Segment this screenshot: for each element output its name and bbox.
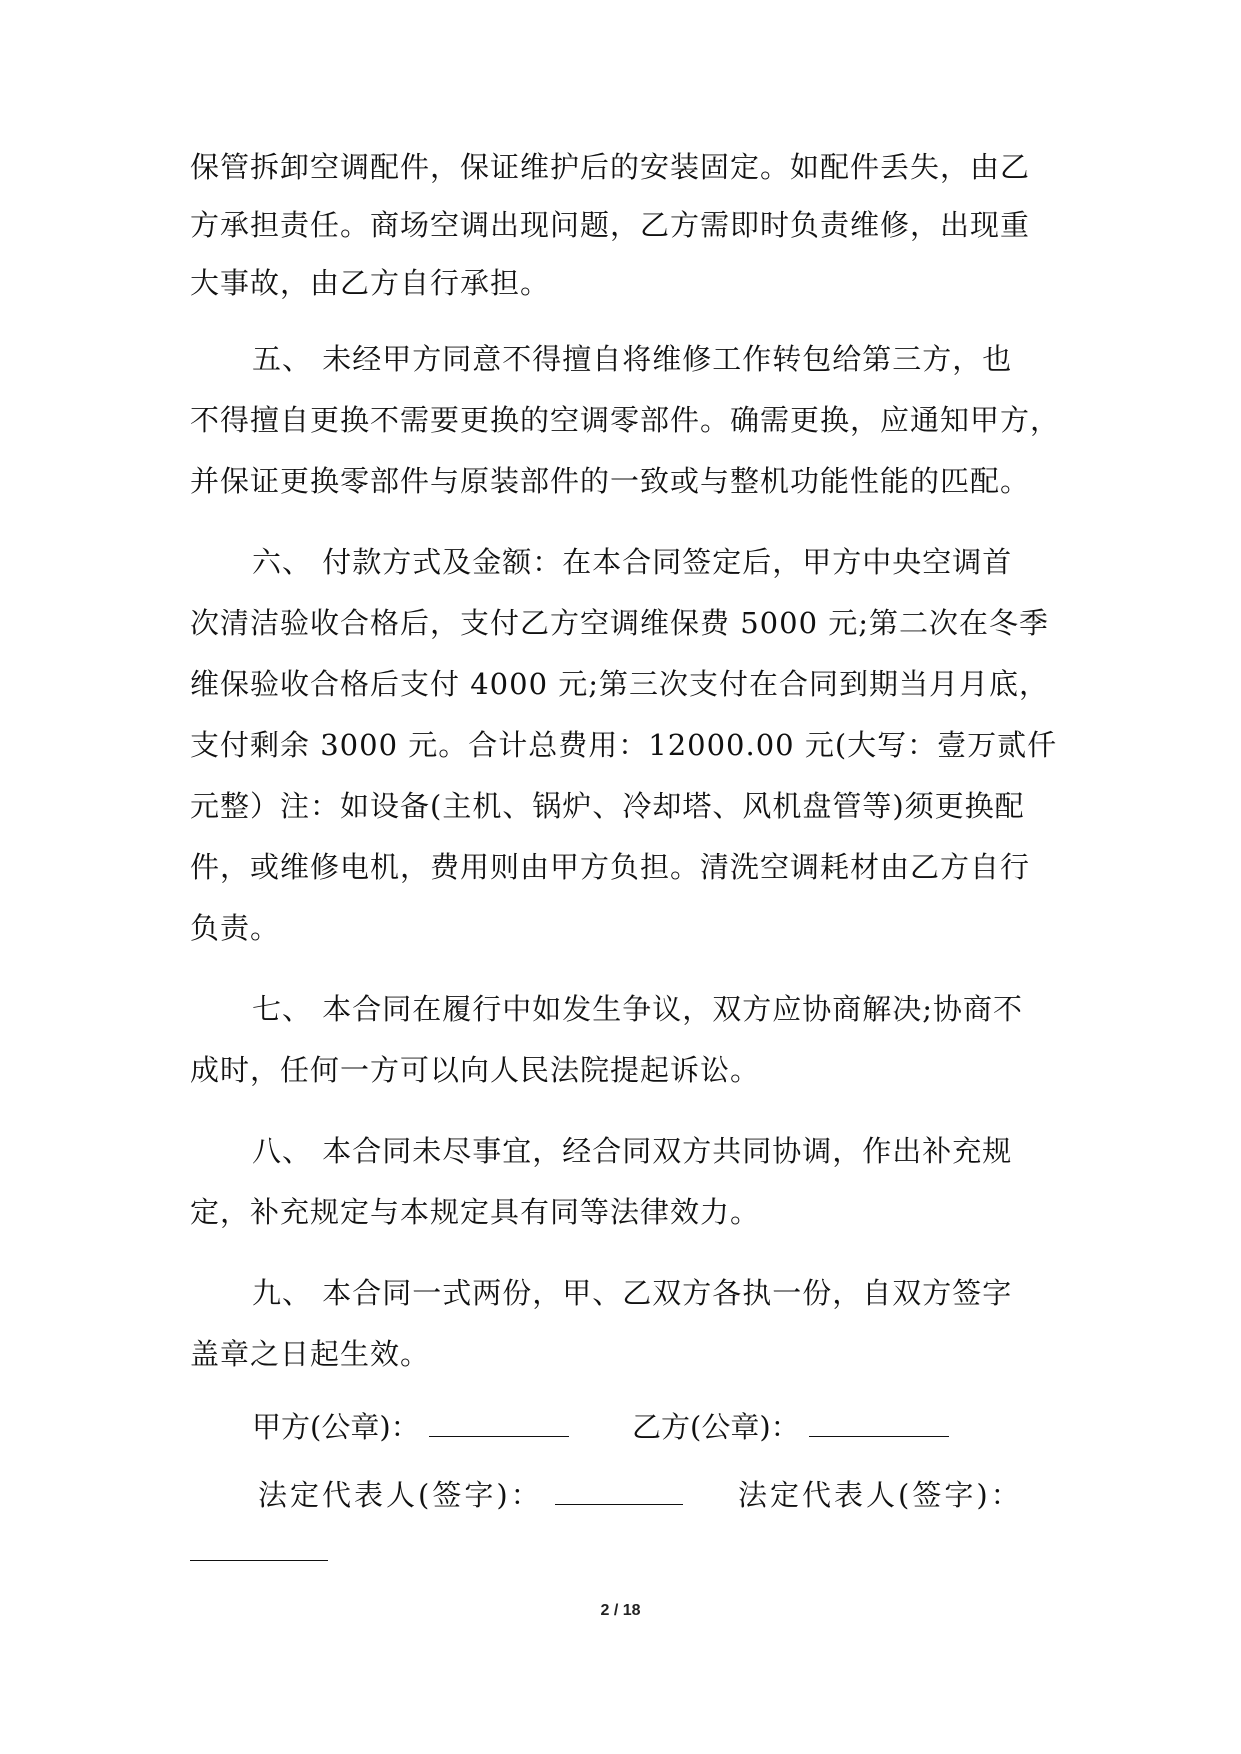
rep-b-blank <box>190 1560 328 1561</box>
party-b-seal-label: 乙方(公章)： <box>632 1410 800 1444</box>
clause-6-line: 件，或维修电机，费用则由甲方负担。清洗空调耗材由乙方自行 <box>190 850 1031 884</box>
paragraph-line: 方承担责任。商场空调出现问题，乙方需即时负责维修，出现重 <box>190 208 1031 242</box>
paragraph-line: 保管拆卸空调配件，保证维护后的安装固定。如配件丢失，由乙 <box>190 150 1031 184</box>
clause-6-line: 六、 付款方式及金额：在本合同签定后，甲方中央空调首 <box>252 545 1013 579</box>
clause-6-line: 次清洁验收合格后，支付乙方空调维保费 5000 元;第二次在冬季 <box>190 606 1050 640</box>
clause-7-line: 成时，任何一方可以向人民法院提起诉讼。 <box>190 1053 761 1087</box>
party-b-seal-blank <box>809 1432 949 1437</box>
party-a-seal-row <box>252 1407 569 1447</box>
clause-6-line: 元整）注：如设备(主机、锅炉、冷却塔、风机盘管等)须更换配 <box>190 789 1025 823</box>
clause-6-line: 支付剩余 3000 元。合计总费用：12000.00 元(大写：壹万贰仟 <box>190 728 1058 762</box>
page-number: 2 / 18 <box>600 1602 641 1619</box>
rep-a-blank <box>555 1500 683 1505</box>
clause-7-line: 七、 本合同在履行中如发生争议，双方应协商解决;协商不 <box>252 992 1023 1026</box>
clause-9-line: 盖章之日起生效。 <box>190 1337 431 1371</box>
clause-8-line: 定，补充规定与本规定具有同等法律效力。 <box>190 1195 761 1229</box>
clause-8-line: 八、 本合同未尽事宜，经合同双方共同协调，作出补充规 <box>252 1134 1013 1168</box>
rep-a-label: 法定代表人(签字)： <box>258 1478 543 1512</box>
rep-b-row <box>738 1475 1023 1515</box>
clause-6-line: 负责。 <box>190 911 281 945</box>
clause-5-line: 五、 未经甲方同意不得擅自将维修工作转包给第三方，也 <box>252 342 1013 376</box>
clause-5-line: 不得擅自更换不需要更换的空调零部件。确需更换，应通知甲方， <box>190 403 1061 437</box>
clause-6-line: 维保验收合格后支付 4000 元;第三次支付在合同到期当月月底， <box>190 667 1050 701</box>
party-a-seal-blank <box>429 1432 569 1437</box>
paragraph-line: 大事故，由乙方自行承担。 <box>190 266 551 300</box>
party-a-seal-label: 甲方(公章)： <box>252 1410 420 1444</box>
rep-b-label: 法定代表人(签字)： <box>738 1478 1023 1512</box>
rep-a-row <box>258 1475 683 1515</box>
clause-5-line: 并保证更换零部件与原装部件的一致或与整机功能性能的匹配。 <box>190 464 1031 498</box>
party-b-seal-row <box>632 1407 949 1447</box>
clause-9-line: 九、 本合同一式两份，甲、乙双方各执一份，自双方签字 <box>252 1276 1013 1310</box>
